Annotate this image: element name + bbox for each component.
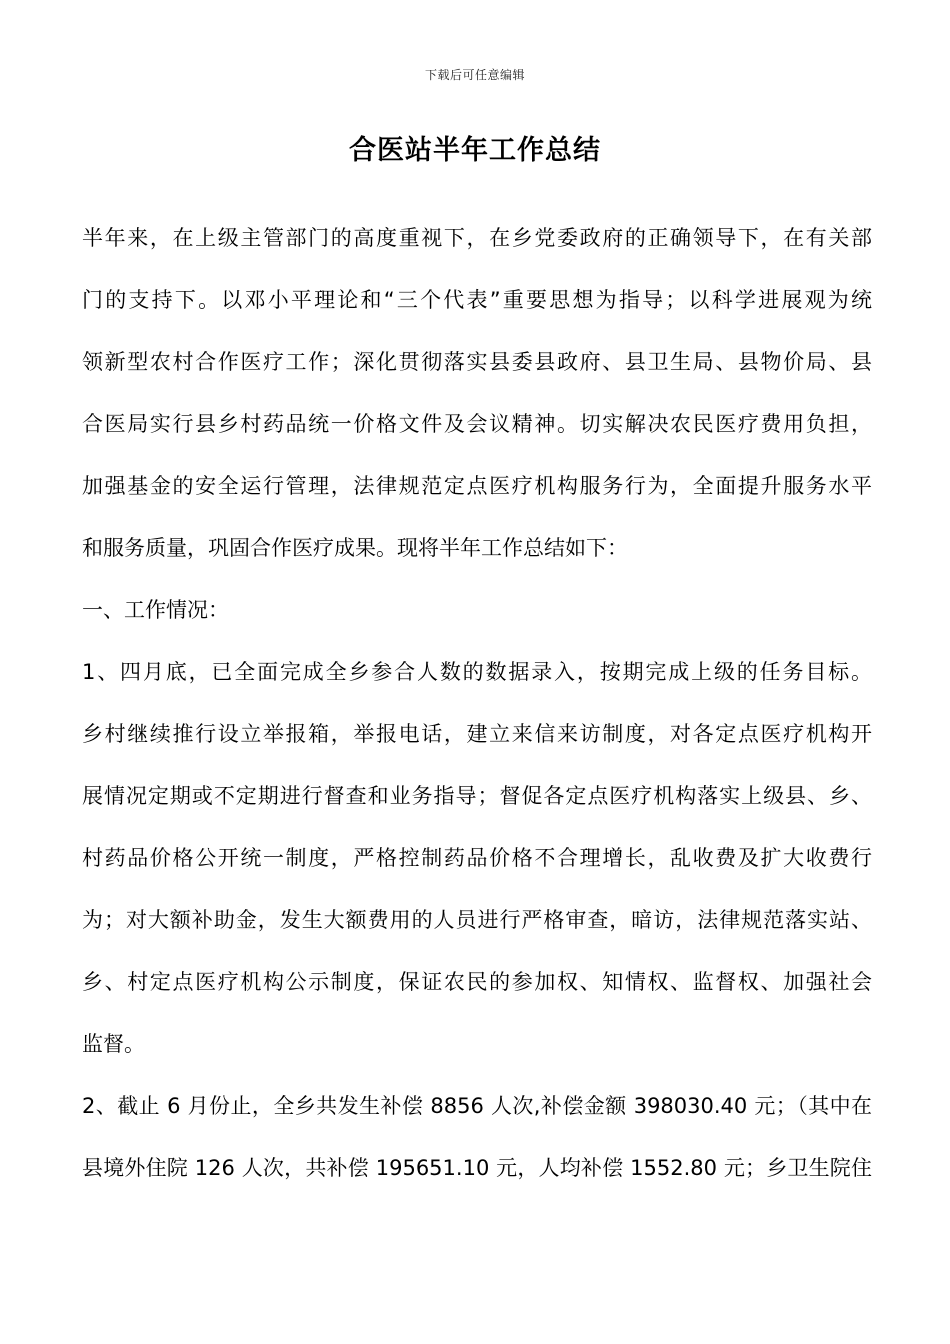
paragraph-line: 领新型农村合作医疗工作；深化贯彻落实县委县政府、县卫生局、县物价局、县 [82, 350, 872, 374]
paragraph-line: 村药品价格公开统一制度，严格控制药品价格不合理增长，乱收费及扩大收费行 [82, 846, 872, 870]
paragraph-line: 1、四月底，已全面完成全乡参合人数的数据录入，按期完成上级的任务目标。 [82, 660, 872, 684]
paragraph-line: 2、截止 6 月份止，全乡共发生补偿 8856 人次,补偿金额 398030.40 元；（其中在 [82, 1094, 872, 1118]
header-note: 下载后可任意编辑 [424, 68, 525, 82]
paragraph-line: 加强基金的安全运行管理，法律规范定点医疗机构服务行为，全面提升服务水平 [82, 474, 872, 498]
paragraph-line: 监督。 [82, 1032, 145, 1056]
document-title: 合医站半年工作总结 [349, 135, 601, 166]
paragraph-line: 半年来，在上级主管部门的高度重视下，在乡党委政府的正确领导下，在有关部 [82, 226, 872, 250]
document-body [82, 218, 872, 1210]
paragraph-line: 乡村继续推行设立举报箱，举报电话，建立来信来访制度，对各定点医疗机构开 [82, 722, 872, 746]
paragraph-line: 为；对大额补助金，发生大额费用的人员进行严格审查，暗访，法律规范落实站、 [82, 908, 872, 932]
paragraph-line: 门的支持下。以邓小平理论和“三个代表”重要思想为指导；以科学进展观为统 [82, 288, 872, 312]
paragraph-line: 乡、村定点医疗机构公示制度，保证农民的参加权、知情权、监督权、加强社会 [82, 970, 872, 994]
paragraph-line: 县境外住院 126 人次，共补偿 195651.10 元，人均补偿 1552.80 元；乡卫生院住 [82, 1156, 872, 1180]
paragraph-line: 展情况定期或不定期进行督查和业务指导；督促各定点医疗机构落实上级县、乡、 [82, 784, 872, 808]
section-heading: 一、工作情况： [82, 598, 229, 622]
paragraph-line: 合医局实行县乡村药品统一价格文件及会议精神。切实解决农民医疗费用负担， [82, 412, 872, 436]
paragraph-line: 和服务质量，巩固合作医疗成果。现将半年工作总结如下： [82, 536, 628, 560]
